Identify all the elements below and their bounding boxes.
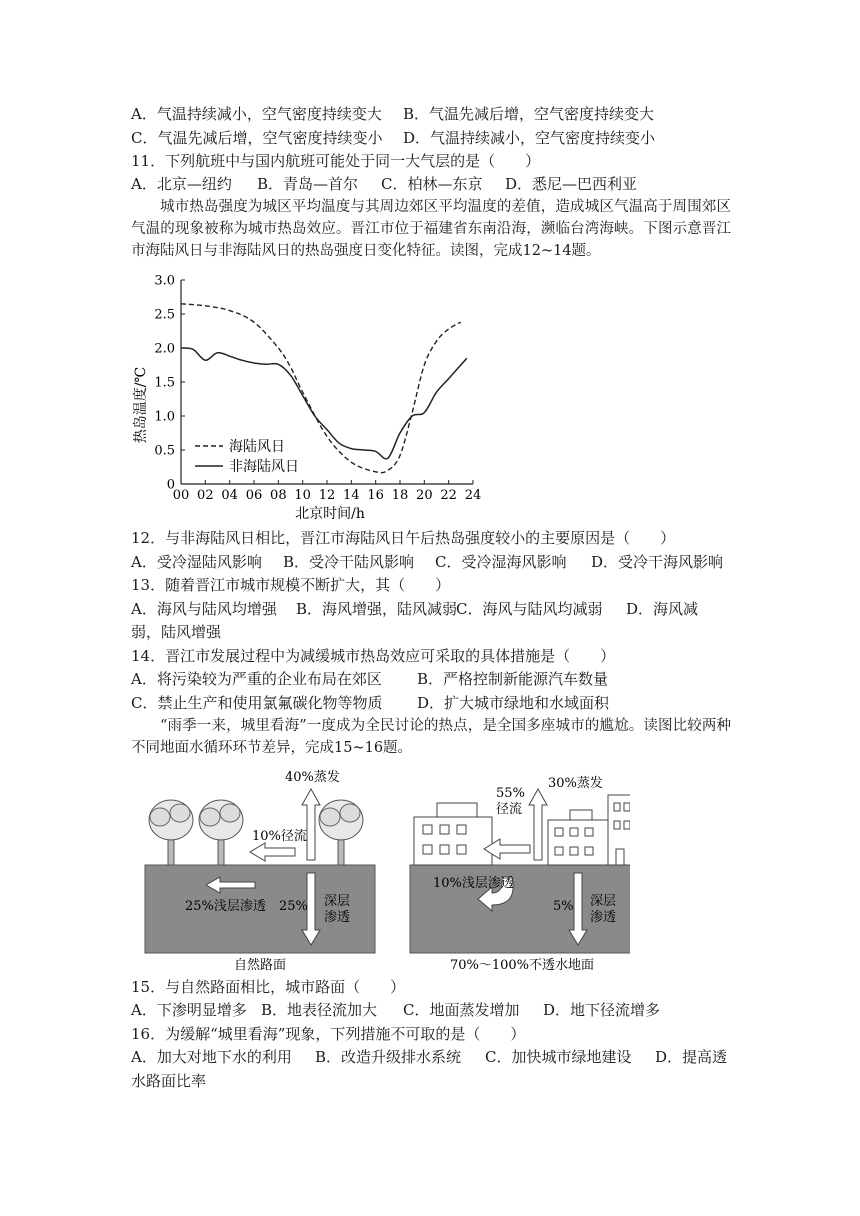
q12-option-d: D．受冷干海风影响 [591, 553, 724, 571]
urban-deep-pct: 5% [553, 899, 574, 914]
q16-option-a: A．加大对地下水的利用 [131, 1048, 292, 1066]
passage-city-flood: “雨季一来，城里看海”一度成为全民讨论的热点，是全国多座城市的尴尬。读图比较两种不同地面水循环环节差异，完成15~16题。 [131, 718, 731, 756]
impervious-surface-caption: 70%～100%不透水地面 [449, 958, 595, 973]
q10-option-c: C．气温先减后增，空气密度持续变小 [131, 129, 383, 147]
q12-option-b: B．受冷干陆风影响 [283, 553, 415, 571]
natural-surface-caption: 自然路面 [233, 958, 287, 973]
y-tick-label: 1.5 [154, 375, 175, 391]
x-tick-label: 14 [343, 488, 360, 503]
q13-option-a: A．海风与陆风均增强 [131, 600, 277, 618]
q14-options-row-2 [131, 692, 609, 714]
q14-options-row-1 [131, 668, 608, 690]
q15-option-c: C．地面蒸发增加 [403, 1001, 520, 1019]
y-tick-label: 2.5 [154, 307, 175, 323]
q15-option-b: B．地表径流加大 [261, 1001, 378, 1019]
impervious-surface-panel [410, 775, 630, 973]
urban-runoff-pct: 55% [496, 786, 525, 801]
urban-shallow-label: 10%浅层渗透 [433, 876, 514, 891]
q11-option-b: B．青岛—首尔 [257, 175, 359, 193]
q10-option-b: B．气温先减后增，空气密度持续变大 [403, 105, 655, 123]
building-icon [414, 803, 492, 865]
x-tick-label: 24 [464, 488, 482, 503]
legend-label-non-sea-land: 非海陆风日 [229, 459, 299, 475]
q14-stem: 14．晋江市发展过程中为减缓城市热岛效应可采取的具体措施是（ ） [131, 647, 616, 665]
q15-stem: 15．与自然路面相比，城市路面（ ） [131, 978, 406, 996]
legend [195, 438, 299, 475]
natural-runoff-label: 10%径流 [252, 829, 307, 844]
q13-option-c: C．海风与陆风均减弱 [456, 600, 603, 618]
q14-option-c: C．禁止生产和使用氯氟碳化物等物质 [131, 694, 383, 712]
urban-runoff-label: 径流 [496, 802, 523, 817]
q11-stem: 11．下列航班中与国内航班可能处于同一大气层的是（ ） [131, 152, 541, 170]
q13-stem: 13．随着晋江市城市规模不断扩大，其（ ） [131, 576, 451, 594]
q11-option-d: D．悉尼—巴西利亚 [505, 175, 638, 193]
q10-option-row-1 [131, 103, 654, 125]
q10-option-d: D．气温持续减小，空气密度持续变小 [403, 129, 656, 147]
q16-options [131, 1046, 727, 1068]
q15-options [131, 999, 660, 1021]
q12-option-c: C．受冷湿海风影响 [435, 553, 567, 571]
tree-icon [199, 800, 243, 865]
series-line-sea-land-breeze [181, 304, 461, 473]
urban-deep-label-2: 渗透 [590, 910, 617, 925]
y-tick-label: 2.0 [154, 341, 175, 357]
natural-deep-label-1: 深层 [324, 894, 351, 909]
x-tick-label: 06 [245, 488, 263, 503]
x-tick-label: 02 [197, 488, 214, 503]
y-tick-label: 3.0 [154, 273, 175, 289]
x-tick-label: 00 [172, 488, 190, 503]
q13-option-d: D．海风减 [626, 600, 699, 618]
water-cycle-figure [140, 765, 630, 975]
y-tick-label: 1.0 [154, 409, 175, 425]
evaporation-arrow-icon [302, 789, 320, 860]
q15-option-d: D．地下径流增多 [543, 1001, 661, 1019]
tree-icon [319, 800, 363, 865]
q16-stem: 16．为缓解“城里看海”现象，下列措施不可取的是（ ） [131, 1025, 526, 1043]
x-tick-label: 12 [318, 488, 336, 503]
q11-option-a: A．北京—纽约 [131, 175, 232, 193]
x-axis-label: 北京时间/h [295, 506, 365, 520]
q13-options [131, 598, 698, 620]
x-tick-label: 20 [416, 488, 433, 503]
x-tick-label: 16 [367, 488, 384, 503]
natural-deep-pct: 25% [279, 899, 308, 914]
legend-label-sea-land: 海陆风日 [229, 439, 285, 455]
q12-options [131, 551, 723, 573]
y-axis-label: 热岛温度/℃ [133, 366, 149, 444]
natural-deep-label-2: 渗透 [324, 910, 351, 925]
runoff-arrow-icon [250, 843, 295, 861]
x-tick-label: 04 [221, 488, 238, 503]
q10-option-a: A．气温持续减小，空气密度持续变大 [131, 105, 382, 123]
q13-option-d-wrap: 弱，陆风增强 [131, 623, 222, 641]
x-tick-label: 08 [270, 488, 287, 503]
passage-heat-island: 城市热岛强度为城区平均温度与其周边郊区平均温度的差值，造成城区气温高于周围郊区气温的现象被称为城市热岛效应。晋江市位于福建省东南沿海，濒临台湾海峡。下图示意晋江市海陆风日与非海陆风日的热岛强度日变化特征。读图，完成12~14题。 [131, 199, 731, 259]
y-tick-label: 0 [166, 477, 175, 493]
q15-option-a: A．下渗明显增多 [131, 1001, 247, 1019]
x-tick-label: 10 [294, 488, 311, 503]
natural-surface-panel [145, 769, 375, 973]
q14-option-b: B．严格控制新能源汽车数量 [417, 670, 609, 688]
natural-shallow-label: 25%浅层渗透 [185, 899, 266, 914]
q14-option-d: D．扩大城市绿地和水域面积 [417, 694, 610, 712]
q12-stem: 12．与非海陆风日相比，晋江市海陆风日午后热岛强度较小的主要原因是（ ） [131, 529, 676, 547]
evaporation-arrow-icon [529, 789, 547, 860]
q16-option-d: D．提高透 [655, 1048, 728, 1066]
q10-option-row-2 [131, 127, 655, 149]
natural-evaporation-label: 40%蒸发 [285, 770, 340, 785]
x-tick-label: 22 [440, 488, 457, 503]
building-icon [548, 795, 630, 865]
q11-options [131, 173, 637, 195]
q16-option-b: B．改造升级排水系统 [315, 1048, 462, 1066]
q13-option-b: B．海风增强，陆风减弱 [296, 600, 458, 618]
q16-option-d-wrap: 水路面比率 [131, 1072, 207, 1090]
q14-option-a: A．将污染较为严重的企业布局在郊区 [131, 670, 382, 688]
q12-option-a: A．受冷湿陆风影响 [131, 553, 262, 571]
q11-option-c: C．柏林—东京 [381, 175, 483, 193]
heat-island-chart [125, 270, 495, 520]
q16-option-c: C．加快城市绿地建设 [485, 1048, 632, 1066]
y-tick-label: 0.5 [154, 443, 175, 459]
urban-deep-label-1: 深层 [590, 894, 617, 909]
urban-evaporation-label: 30%蒸发 [548, 776, 603, 791]
x-tick-label: 18 [391, 488, 409, 503]
tree-icon [149, 800, 193, 865]
